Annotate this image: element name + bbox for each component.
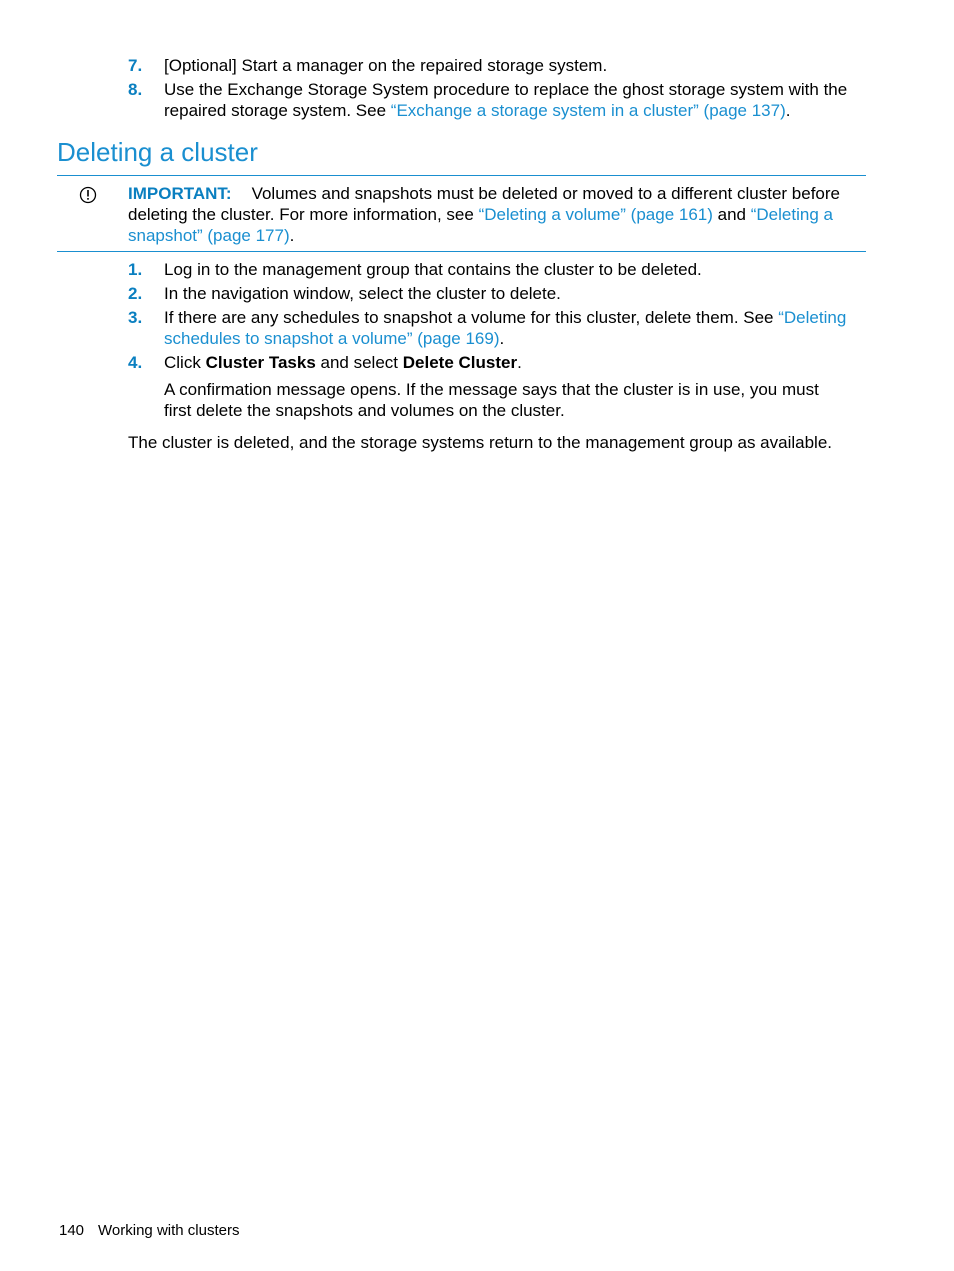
step-text: Log in to the management group that contains the cluster to be deleted. — [164, 260, 702, 279]
step-number: 4. — [128, 353, 143, 372]
footer-section-title: Working with clusters — [98, 1222, 240, 1239]
step-text — [164, 352, 848, 373]
step-text: In the navigation window, select the cluster to delete. — [164, 284, 561, 303]
list-item — [128, 79, 848, 121]
xref-link-deleting-volume[interactable]: “Deleting a volume” (page 161) — [478, 205, 713, 224]
list-item — [128, 55, 848, 76]
step-text-after: . — [499, 329, 505, 348]
xref-link-deleting-schedules[interactable]: “Deleting schedules to snapshot a volume” (page 169) — [164, 308, 847, 348]
step-number: 2. — [128, 284, 143, 303]
ui-term-cluster-tasks: Cluster Tasks — [205, 353, 316, 372]
step-text-after: . — [785, 101, 791, 120]
step-text-before: If there are any schedules to snapshot a volume for this cluster, delete them. See — [164, 308, 779, 327]
step-number: 1. — [128, 260, 143, 279]
note-text: Volumes and snapshots must be deleted or moved to a different cluster before deleting the cluster. For more information, see — [128, 184, 840, 224]
section-title: Deleting a cluster — [57, 137, 258, 167]
alert-circle-icon — [79, 186, 97, 204]
top-step-list — [128, 55, 848, 124]
list-item — [128, 352, 848, 373]
step-text-before: Use the Exchange Storage System procedure to replace the ghost storage system with the repaired storage system. See — [164, 80, 848, 120]
closing-paragraph: The cluster is deleted, and the storage systems return to the management group as available. — [128, 433, 833, 452]
ui-term-delete-cluster: Delete Cluster — [402, 353, 518, 372]
procedure-step-list — [128, 259, 848, 421]
note-text: and — [712, 205, 751, 224]
important-note — [128, 183, 853, 246]
list-item — [128, 259, 848, 280]
xref-link-exchange-storage-system[interactable]: “Exchange a storage system in a cluster” (page 137) — [390, 101, 786, 120]
page-footer — [59, 1222, 239, 1239]
step-text-mid: and select — [315, 353, 403, 372]
xref-link-deleting-snapshot[interactable]: “Deleting a snapshot” (page 177) — [128, 205, 833, 245]
note-text: . — [289, 226, 295, 245]
step-number: 3. — [128, 308, 143, 327]
step-result-text: A confirmation message opens. If the message says that the cluster is in use, you must first delete the snapshots and volumes on the cluster. — [164, 380, 819, 420]
page-number: 140 — [59, 1222, 85, 1239]
step-text-post: . — [517, 353, 522, 372]
step-text — [164, 79, 848, 121]
list-item — [128, 283, 848, 304]
step-number: 7. — [128, 56, 143, 75]
step-text-pre: Click — [164, 353, 206, 372]
step-text: [Optional] Start a manager on the repaired storage system. — [164, 56, 608, 75]
list-item — [128, 307, 848, 349]
step-text — [164, 307, 848, 349]
note-top-rule — [57, 175, 866, 176]
note-bottom-rule — [57, 251, 866, 252]
note-label: IMPORTANT: — [128, 184, 232, 203]
step-number: 8. — [128, 80, 143, 99]
